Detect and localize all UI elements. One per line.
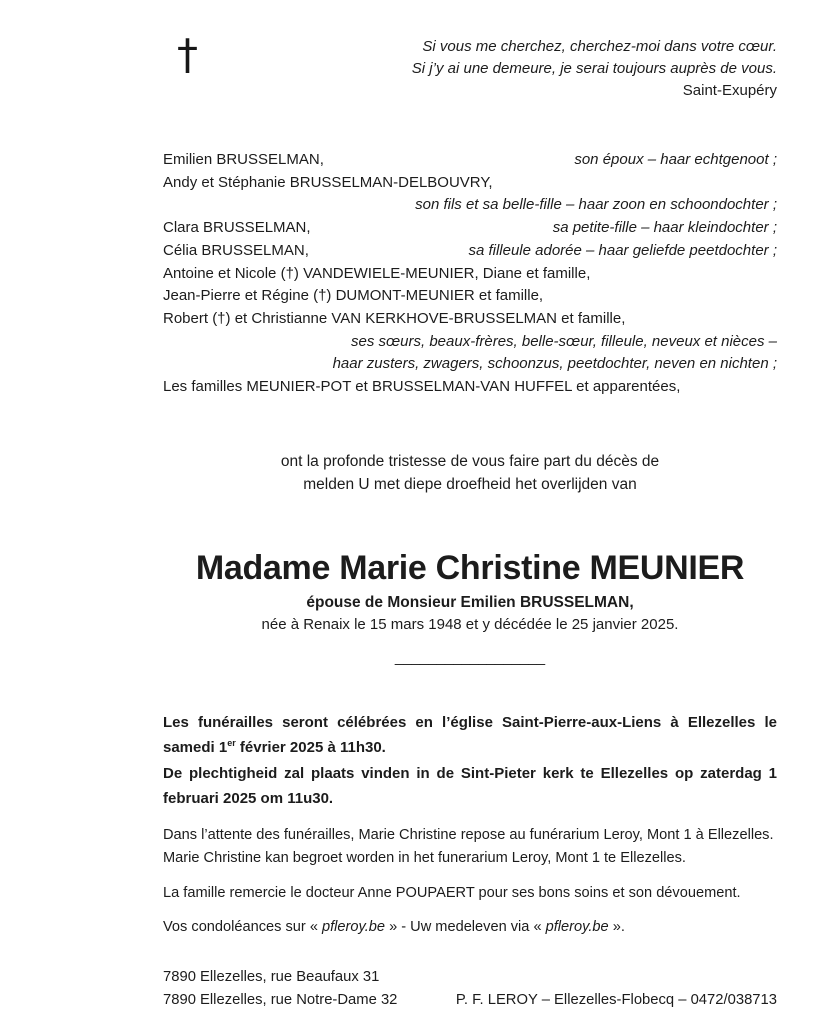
- thanks-paragraph: La famille remercie le docteur Anne POUPAERT pour ses bons soins et son dévouement.: [163, 884, 741, 901]
- family-row: [163, 308, 777, 331]
- family-row: [163, 331, 777, 354]
- family-row: [163, 240, 777, 263]
- family-member-name: Robert (†) et Christianne VAN KERKHOVE-BRUSSELMAN et famille,: [163, 309, 626, 327]
- deceased-spouse-line: épouse de Monsieur Emilien BRUSSELMAN,: [306, 593, 634, 611]
- deceased-name: Madame Marie Christine MEUNIER: [195, 548, 745, 587]
- family-member-name: Célia BRUSSELMAN,: [163, 241, 309, 259]
- family-row: [163, 149, 777, 172]
- divider-line: __________________: [394, 648, 546, 666]
- footer: [163, 966, 777, 1012]
- announcement: [163, 450, 777, 497]
- family-member-relation: son époux – haar echtgenoot ;: [574, 151, 777, 168]
- funeral-fr-text2: février 2025 à 11h30.: [235, 739, 386, 757]
- family-row: [163, 353, 777, 376]
- cross-icon: †: [177, 30, 198, 79]
- family-member-name: Antoine et Nicole (†) VANDEWIELE-MEUNIER, Diane et famille,: [163, 264, 591, 282]
- quote-attribution: Saint-Exupéry: [682, 82, 777, 99]
- family-member-name: Jean-Pierre et Régine (†) DUMONT-MEUNIER et famille,: [163, 287, 544, 305]
- family-row: [163, 217, 777, 240]
- family-list: [163, 149, 777, 399]
- family-member-relation: ses sœurs, beaux-frères, belle-sœur, filleule, neveux et nièces –: [350, 332, 777, 350]
- repose-nl: Marie Christine kan begroet worden in het funerarium Leroy, Mont 1 te Ellezelles.: [163, 850, 686, 867]
- funeral-details-nl: De plechtigheid zal plaats vinden in de Sint-Pieter kerk te Ellezelles op zaterdag 1 februari 2025 om 11u30.: [163, 764, 777, 808]
- family-member-name: Clara BRUSSELMAN,: [163, 219, 311, 237]
- epigraph-quote: [163, 30, 777, 102]
- condolences-paragraph: [163, 916, 777, 940]
- family-row: [163, 376, 777, 399]
- header: [163, 30, 777, 102]
- funeral-details: [163, 710, 777, 812]
- family-row: [163, 172, 777, 195]
- announcement-nl: melden U met diepe droefheid het overlijden van: [303, 476, 637, 494]
- deceased-life-dates: née à Renaix le 15 mars 1948 et y décédée le 25 janvier 2025.: [261, 615, 679, 633]
- quote-line-1: Si vous me cherchez, cherchez-moi dans votre cœur.: [422, 38, 777, 55]
- family-member-relation: sa petite-fille – haar kleindochter ;: [552, 219, 777, 237]
- footer-address-1: 7890 Ellezelles, rue Beaufaux 31: [163, 968, 380, 985]
- funeral-fr-text: Les funérailles seront célébrées en l’église Saint-Pierre-aux-Liens à Ellezelles le samedi 1: [163, 713, 777, 757]
- family-row: [163, 263, 777, 286]
- website-link: pfleroy.be: [545, 919, 609, 936]
- family-member-name: Andy et Stéphanie BRUSSELMAN-DELBOUVRY,: [163, 173, 493, 191]
- family-row: [163, 194, 777, 217]
- family-member-relation: son fils et sa belle-fille – haar zoon en schoondochter ;: [415, 196, 777, 214]
- ordinal-superscript: er: [227, 738, 236, 749]
- quote-line-2: Si j’y ai une demeure, je serai toujours auprès de vous.: [411, 60, 777, 77]
- repose-fr: Dans l’attente des funérailles, Marie Christine repose au funérarium Leroy, Mont 1 à Ellezelles.: [163, 826, 774, 843]
- condolences-text: ».: [608, 919, 625, 936]
- condolences-text: » - Uw medeleven via «: [385, 919, 546, 936]
- funeral-details-fr: [163, 710, 777, 761]
- announcement-fr: ont la profonde tristesse de vous faire part du décès de: [280, 452, 660, 470]
- footer-address-2: 7890 Ellezelles, rue Notre-Dame 32: [163, 991, 398, 1008]
- family-member-relation: sa filleule adorée – haar geliefde peetdochter ;: [468, 241, 777, 259]
- funeral-home-contact: P. F. LEROY – Ellezelles-Flobecq – 0472/038713: [455, 991, 777, 1008]
- condolences-text: Vos condoléances sur «: [163, 919, 323, 936]
- repose-paragraph: [163, 824, 777, 871]
- website-link: pfleroy.be: [322, 919, 386, 936]
- family-row: [163, 285, 777, 308]
- family-member-name: Les familles MEUNIER-POT et BRUSSELMAN-VAN HUFFEL et apparentées,: [163, 378, 681, 396]
- deceased-block: [163, 547, 777, 636]
- family-member-relation: haar zusters, zwagers, schoonzus, peetdochter, neven en nichten ;: [332, 355, 777, 373]
- family-member-name: Emilien BRUSSELMAN,: [163, 151, 324, 168]
